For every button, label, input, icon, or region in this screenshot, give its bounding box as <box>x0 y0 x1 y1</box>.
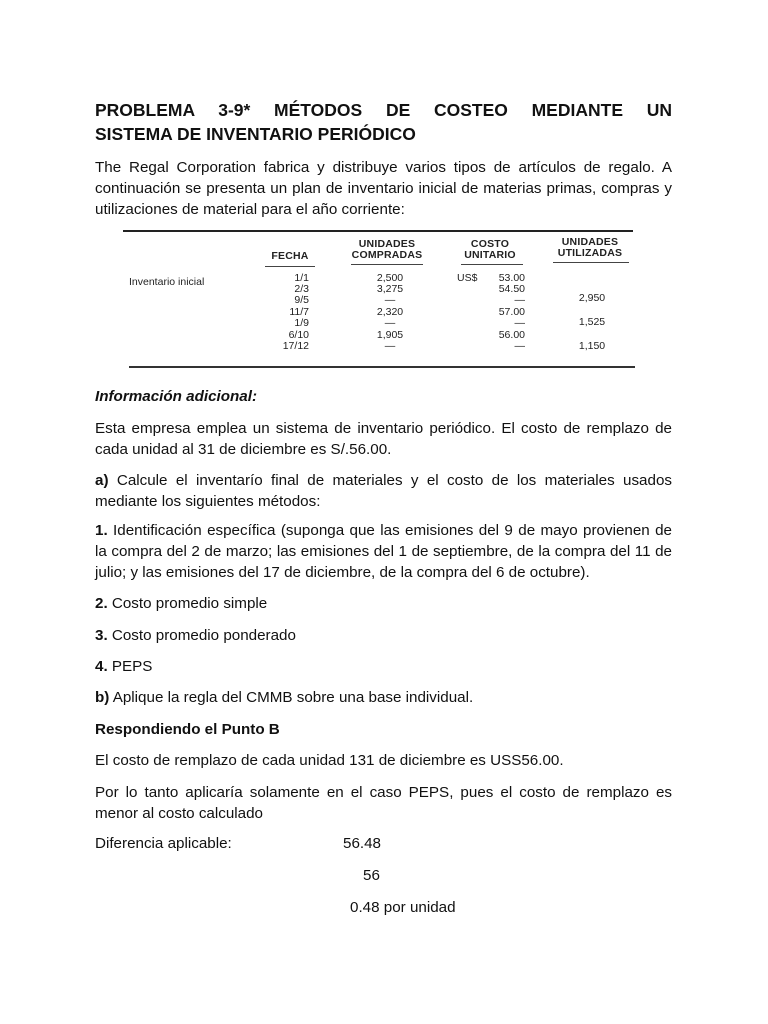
cell-compradas: 3,275 <box>376 283 404 295</box>
cell-fecha: 6/10 <box>288 329 309 341</box>
cell-compradas: — <box>384 317 396 329</box>
item-b-label: b) <box>95 689 110 706</box>
header-fecha-underline <box>265 266 315 267</box>
cell-compradas: — <box>384 340 396 352</box>
cell-fecha: 9/5 <box>294 294 309 306</box>
cell-costo: 56.00 <box>498 329 525 341</box>
cell-compradas: 2,320 <box>376 306 404 318</box>
inventory-table <box>123 230 635 370</box>
info-paragraph: Esta empresa emplea un sistema de inventario periódico. El costo de remplazo de cada unidad al 31 de diciembre es S/.56.00. <box>95 420 672 458</box>
difference-value-1: 56.48 <box>343 835 382 852</box>
title-line-2: SISTEMA DE INVENTARIO PERIÓDICO <box>95 124 416 144</box>
method-1-text: Identificación específica (suponga que las emisiones del 9 de mayo provienen de la compra del 2 de marzo; las emisiones del 1 de septiembre, de la compra del 11 de julio; y las emisiones del 17 de diciembre, de la compra del 6 de octubre). <box>95 522 672 581</box>
method-3-text: Costo promedio ponderado <box>107 627 296 644</box>
method-4-text: PEPS <box>107 658 153 675</box>
currency-label: US$ <box>457 272 478 284</box>
table-top-rule <box>123 230 633 232</box>
cell-costo: — <box>514 340 525 352</box>
cell-fecha: 17/12 <box>282 340 309 352</box>
method-2-text: Costo promedio simple <box>107 595 268 612</box>
header-compradas-line1: UNIDADES <box>358 238 416 250</box>
cell-utilizadas: 2,950 <box>578 292 606 304</box>
header-utilizadas-line1: UNIDADES <box>561 236 619 248</box>
item-b-text: Aplique la regla del CMMB sobre una base individual. <box>109 689 474 706</box>
method-1 <box>95 520 672 583</box>
response-paragraph-1: El costo de remplazo de cada unidad 131 de diciembre es USS56.00. <box>95 752 564 769</box>
difference-label: Diferencia aplicable: <box>95 835 232 852</box>
cell-utilizadas: 1,525 <box>578 316 606 328</box>
method-4-label: 4. <box>95 658 108 675</box>
method-4 <box>95 656 672 677</box>
title-line-1: PROBLEMA 3-9* MÉTODOS DE COSTEO MEDIANTE UN <box>95 100 672 120</box>
cell-costo: — <box>514 294 525 306</box>
header-costo-underline <box>461 264 523 265</box>
cell-compradas: 2,500 <box>376 272 404 284</box>
response-heading-text: Respondiendo el Punto B <box>95 721 280 738</box>
cell-fecha: 11/7 <box>289 306 309 318</box>
page-title <box>95 98 672 146</box>
difference-value-2: 56 <box>363 867 380 884</box>
cell-compradas: 1,905 <box>376 329 404 341</box>
header-costo-line1: COSTO <box>470 238 510 250</box>
cell-costo: — <box>514 317 525 329</box>
item-a-label: a) <box>95 472 109 489</box>
response-paragraph-2: Por lo tanto aplicaría solamente en el caso PEPS, pues el costo de remplazo es menor al costo calculado <box>95 784 672 822</box>
cell-fecha: 2/3 <box>294 283 309 295</box>
cell-costo: 53.00 <box>498 272 525 284</box>
cell-costo: 57.00 <box>498 306 525 318</box>
method-2 <box>95 593 672 614</box>
intro-paragraph: The Regal Corporation fabrica y distribuye varios tipos de artículos de regalo. A continuación se presenta un plan de inventario inicial de materias primas, compras y utilizaciones de material para el año corriente: <box>95 159 672 218</box>
header-fecha: FECHA <box>271 250 309 262</box>
header-compradas-line2: COMPRADAS <box>351 249 423 261</box>
cell-compradas: — <box>384 294 396 306</box>
header-utilizadas-line2: UTILIZADAS <box>557 247 623 259</box>
method-1-label: 1. <box>95 522 108 539</box>
method-3 <box>95 625 672 646</box>
header-compradas-underline <box>351 264 423 265</box>
row-label-inventario-inicial: Inventario inicial <box>129 276 205 288</box>
method-3-label: 3. <box>95 627 108 644</box>
item-a <box>95 470 672 512</box>
info-heading <box>95 386 672 407</box>
item-a-text: Calcule el inventarío final de materiales y el costo de los materiales usados mediante los siguientes métodos: <box>95 472 672 510</box>
header-utilizadas-underline <box>553 262 629 263</box>
table-bottom-rule <box>129 366 635 368</box>
difference-result: 0.48 por unidad <box>350 899 456 916</box>
cell-fecha: 1/9 <box>294 317 309 329</box>
header-costo-line2: UNITARIO <box>464 249 516 261</box>
item-b <box>95 687 672 708</box>
method-2-label: 2. <box>95 595 108 612</box>
cell-costo: 54.50 <box>498 283 525 295</box>
cell-fecha: 1/1 <box>294 272 309 284</box>
response-heading <box>95 719 672 740</box>
info-heading-text: Información adicional: <box>95 388 258 405</box>
cell-utilizadas: 1,150 <box>578 340 606 352</box>
